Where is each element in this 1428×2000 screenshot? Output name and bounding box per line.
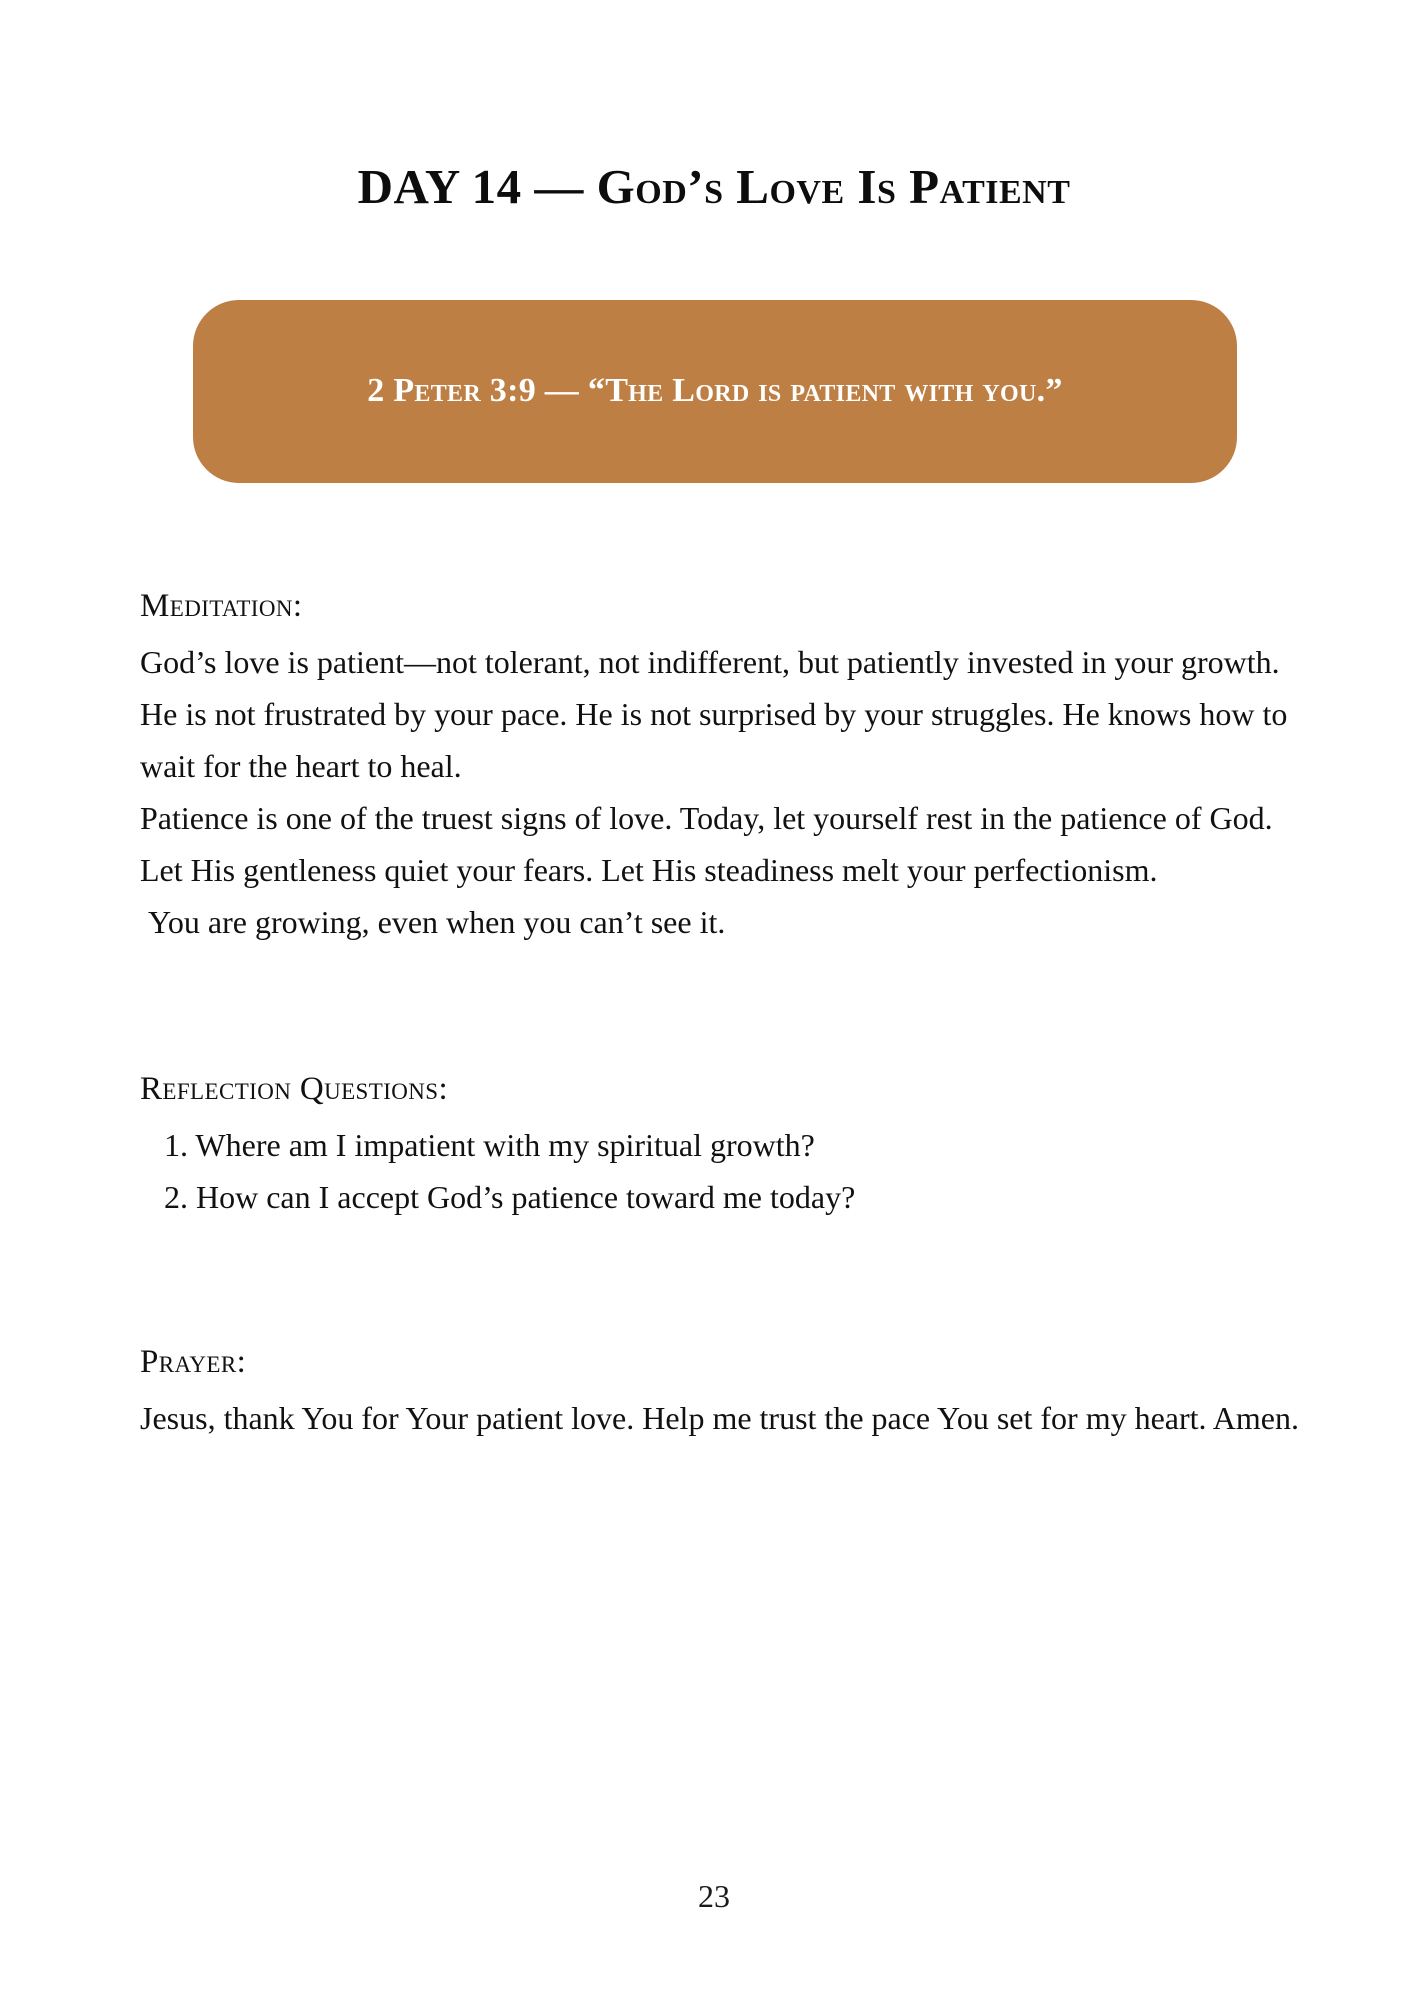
page-title: DAY 14 — God’s Love Is Patient [357,158,1071,214]
reflection-questions-list [140,1119,1300,1223]
reflection-questions-section [140,1068,1300,1223]
section-spacer [140,948,1300,1068]
scripture-verse-banner [193,300,1237,483]
prayer-heading: Prayer: [140,1343,247,1380]
meditation-paragraph: Patience is one of the truest signs of love. Today, let yourself rest in the patience of God. Let His gentleness quiet your fears. Let His steadiness melt your perfectionism. [140,799,1281,888]
list-item: 2. How can I accept God’s patience toward me today? [164,1178,856,1215]
prayer-paragraph: Jesus, thank You for Your patient love. Help me trust the pace You set for my heart. Amen. [140,1399,1299,1436]
prayer-section [140,1341,1300,1444]
section-spacer [140,1223,1300,1341]
meditation-paragraph: God’s love is patient—not tolerant, not indifferent, but patiently invested in your growth. He is not frustrated by your pace. He is not surprised by your struggles. He knows how to wait for the heart to heal. [140,643,1296,784]
list-item: 1. Where am I impatient with my spiritual growth? [164,1126,815,1163]
meditation-paragraph: You are growing, even when you can’t see it. [140,903,726,940]
meditation-section [140,585,1300,948]
page-content [140,585,1300,1444]
meditation-heading: Meditation: [140,588,303,624]
reflection-questions-heading: Reflection Questions: [140,1070,449,1107]
page-number: 23 [698,1878,730,1914]
scripture-verse-text: 2 Peter 3:9 — “The Lord is patient with you.” [367,372,1063,410]
